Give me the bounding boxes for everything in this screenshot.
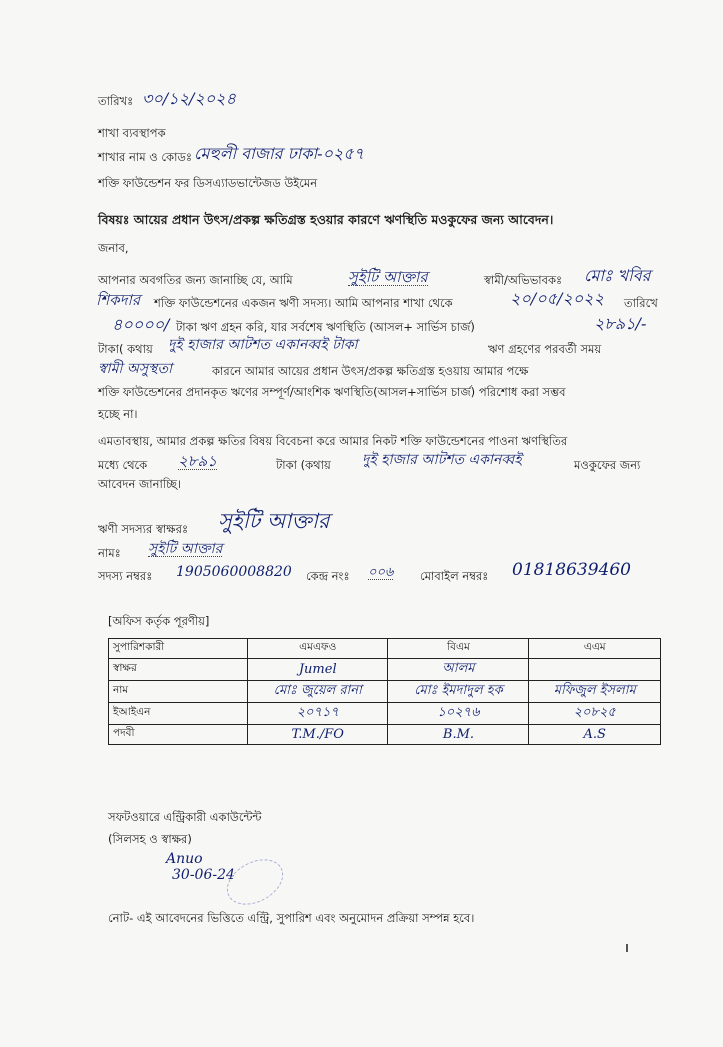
organization-name: শক্তি ফাউন্ডেশন ফর ডিসএ্যাডভান্টেজড উইমেন: [98, 176, 318, 190]
waiver-amount-in-words: দুই হাজার আটশত একানব্বই: [362, 452, 522, 468]
designation-cell: B.M.: [388, 725, 529, 745]
guardian-label: স্বামী/অভিভাবকঃ: [484, 273, 563, 287]
member-signature: সুইটি আক্তার: [218, 509, 330, 533]
para2-taka-label: টাকা (কথায়: [276, 458, 331, 472]
subject-line: বিষয়ঃ আয়ের প্রধান উৎস/প্রকল্প ক্ষতিগ্রস্ত হওয়ার কারণে ঋণস্থিতি মওকুফের জন্য আবেদন।: [98, 212, 554, 227]
accountant-title: সফটওয়ারে এন্ট্রিকারী একাউন্টেন্ট: [108, 810, 262, 824]
guardian-name-cont: শিকদার: [96, 291, 141, 309]
date-value: ৩০/১২/২০২৪: [142, 89, 236, 108]
row-label: পদবী: [109, 725, 248, 745]
para2-waiver-suffix: মওকুফের জন্য: [574, 458, 641, 472]
office-heading: [অফিস কর্তৃক পূরণীয়]: [108, 614, 210, 628]
para2-line3-text: আবেদন জানাচ্ছি।: [98, 477, 182, 491]
member-name-label: নামঃ: [98, 546, 121, 560]
table-header-cell: বিএম: [388, 639, 529, 659]
accountant-seal-label: (সিলসহ ও স্বাক্ষর): [108, 832, 192, 846]
designation-cell: T.M./FO: [248, 725, 388, 745]
para2-line2-text: মধ্যে থেকে: [98, 458, 148, 472]
signature-cell: [529, 659, 661, 681]
member-no-label: সদস্য নম্বরঃ: [98, 569, 153, 583]
date-suffix: তারিখে: [624, 296, 658, 310]
branch-label: শাখার নাম ও কোডঃ: [98, 150, 193, 164]
member-name: সুইটি আক্তার: [148, 541, 223, 557]
para1-line3-text: টাকা ঋণ গ্রহন করি, যার সর্বশেষ ঋণস্থিতি (আসল+ সার্ভিস চার্জ): [176, 320, 475, 334]
damage-reason: স্বামী অসুস্থতা: [98, 361, 173, 377]
member-name-handwritten: সুইটি আক্তার: [348, 268, 428, 286]
ein-cell: ২০৭১৭: [248, 703, 388, 725]
row-label: স্বাক্ষর: [109, 659, 248, 681]
name-cell: মোঃ জুয়েল রানা: [248, 681, 388, 703]
in-words-label: টাকা( কথায়: [98, 342, 153, 356]
para1-line6-text: শক্তি ফাউন্ডেশনের প্রদানকৃত ঋণের সম্পূর্ণ/আংশিক ঋণস্থিতি(আসল+সার্ভিস চার্জ) পরিশোধ করা সম্ভব: [98, 385, 566, 399]
center-label: কেন্দ্র নংঃ: [306, 569, 350, 583]
table-header-cell: সুপারিশকারী: [109, 639, 248, 659]
loan-amount: ৪০০০০/: [112, 315, 170, 334]
table-row: [109, 725, 661, 745]
mobile-label: মোবাইল নম্বরঃ: [420, 569, 489, 583]
accountant-signature: Anuo: [166, 851, 203, 867]
table-header-cell: এএম: [529, 639, 661, 659]
designation-cell: A.S: [529, 725, 661, 745]
accountant-sign-date: 30-06-24: [172, 867, 235, 883]
branch-value: মেহুলী বাজার ঢাকা-০২৫৭: [194, 144, 365, 163]
mobile-number: 01818639460: [512, 560, 631, 580]
signature-cell: Jumel: [248, 659, 388, 681]
loan-date: ২০/০৫/২০২২: [510, 289, 604, 308]
member-number: 1905060008820: [176, 564, 292, 580]
salutation: জনাব,: [98, 241, 129, 255]
name-cell: মোঃ ইমদাদুল হক: [388, 681, 529, 703]
para1-line4-text: ঋণ গ্রহণের পরবর্তী সময়: [488, 342, 602, 356]
waiver-amount: ২৮৯১: [178, 452, 217, 470]
guardian-name: মোঃ খবির: [584, 266, 651, 285]
signature-cell: আলম: [388, 659, 529, 681]
ein-cell: ১০২৭৬: [388, 703, 529, 725]
table-header-cell: এমএফও: [248, 639, 388, 659]
date-label: তারিখঃ: [98, 94, 134, 108]
row-label: ইআইএন: [109, 703, 248, 725]
balance-in-words: দুই হাজার আটশত একানব্বই টাকা: [168, 337, 358, 353]
center-number: ০০৬: [368, 565, 394, 580]
footer-note: নোট- এই আবেদনের ভিত্তিতে এন্ট্রি, সুপারিশ এবং অনুমোদন প্রক্রিয়া সম্পন্ন হবে।: [108, 911, 475, 925]
table-row: [109, 681, 661, 703]
para1-line7-text: হচ্ছে না।: [98, 407, 138, 421]
ein-cell: ২০৮২৫: [529, 703, 661, 725]
para1-line1-text: আপনার অবগতির জন্য জানাচ্ছি যে, আমি: [98, 273, 293, 287]
table-header-row: [109, 639, 661, 659]
accountant-seal-stamp: [219, 850, 291, 913]
para1-line2-text: শক্তি ফাউন্ডেশনের একজন ঋণী সদস্য। আমি আপনার শাখা থেকে: [154, 296, 453, 310]
para2-line1-text: এমতাবস্থায়, আমার প্রকল্প ক্ষতির বিষয় বিবেচনা করে আমার নিকট শক্তি ফাউন্ডেশনের পাওনা ঋণস্থিতির: [98, 434, 568, 448]
name-cell: মফিজুল ইসলাম: [529, 681, 661, 703]
member-signature-label: ঋণী সদস্যর স্বাক্ষরঃ: [98, 522, 189, 536]
table-row: [109, 703, 661, 725]
row-label: নাম: [109, 681, 248, 703]
office-table: [108, 638, 661, 745]
loan-balance: ২৮৯১/-: [594, 314, 647, 333]
recipient-title: শাখা ব্যবস্থাপক: [98, 126, 166, 140]
para1-line5-text: কারনে আমার আয়ের প্রধান উৎস/প্রকল্প ক্ষতিগ্রস্ত হওয়ায় আমার পক্ষে: [212, 364, 529, 378]
stray-mark: [626, 944, 628, 952]
table-row: [109, 659, 661, 681]
